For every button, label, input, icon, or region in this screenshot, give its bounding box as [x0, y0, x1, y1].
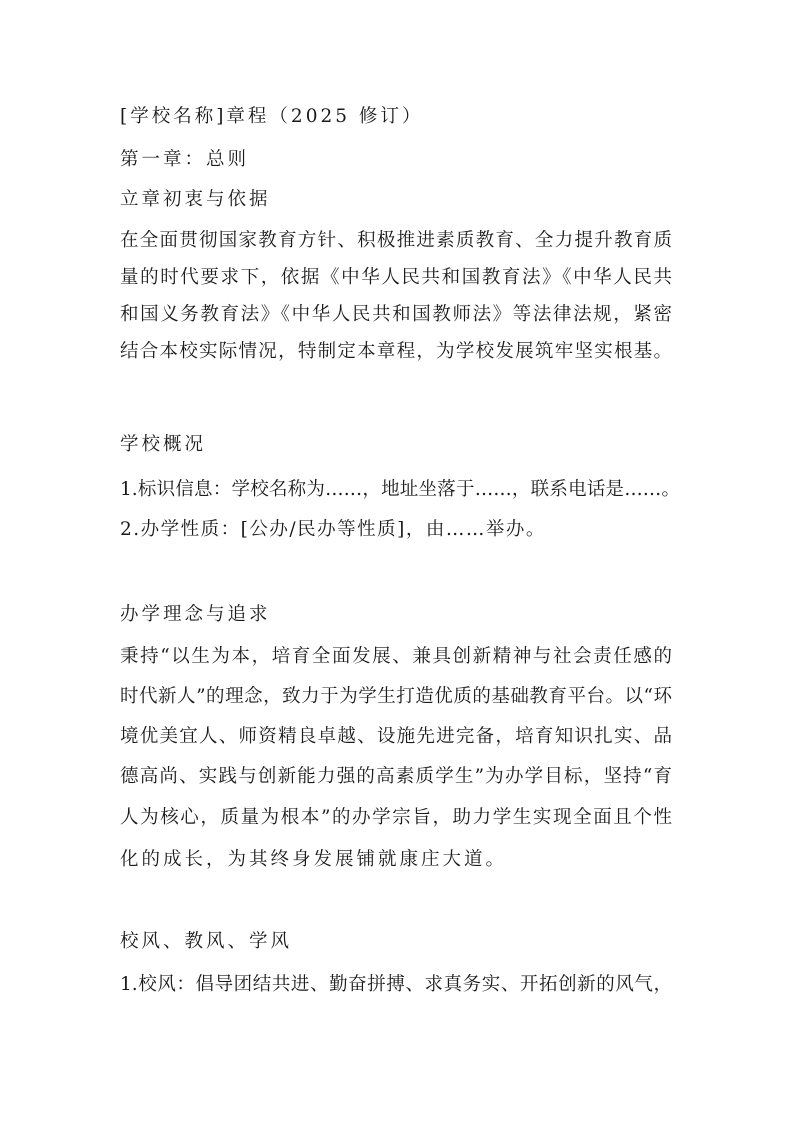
list-item: 2.办学性质：[公办/民办等性质]，由……举办。 — [120, 519, 546, 540]
document-title: [学校名称]章程（2025 修订） — [120, 106, 424, 127]
paragraph-line: 人为核心，质量为根本”的办学宗旨，助力学生实现全面且个性 — [120, 807, 672, 828]
paragraph-line: 和国义务教育法》《中华人民共和国教师法》等法律法规，紧密 — [120, 304, 672, 325]
paragraph-line: 量的时代要求下，依据《中华人民共和国教育法》《中华人民共 — [120, 267, 672, 288]
chapter-heading: 第一章：总则 — [120, 149, 250, 170]
paragraph-line: 化的成长，为其终身发展铺就康庄大道。 — [120, 849, 508, 870]
section-heading: 学校概况 — [120, 434, 207, 455]
paragraph-line: 境优美宜人、师资精良卓越、设施先进完备，培育知识扎实、品 — [120, 726, 672, 747]
paragraph-line: 时代新人”的理念，致力于为学生打造优质的基础教育平台。以“环 — [120, 686, 672, 707]
paragraph-line: 德高尚、实践与创新能力强的高素质学生”为办学目标，坚持“育 — [120, 766, 672, 787]
paragraph-line: 在全面贯彻国家教育方针、积极推进素质教育、全力提升教育质 — [120, 230, 672, 251]
section-heading: 办学理念与追求 — [120, 604, 271, 625]
list-item: 1.校风：倡导团结共进、勤奋拼搏、求真务实、开拓创新的风气， — [120, 974, 672, 995]
paragraph-line: 秉持“以生为本，培育全面发展、兼具创新精神与社会责任感的 — [120, 646, 672, 667]
section-heading: 校风、教风、学风 — [120, 931, 293, 952]
paragraph-line: 结合本校实际情况，特制定本章程，为学校发展筑牢坚实根基。 — [120, 341, 672, 362]
list-item: 1.标识信息：学校名称为……，地址坐落于……，联系电话是……。 — [120, 479, 680, 500]
section-heading: 立章初衷与依据 — [120, 189, 271, 210]
